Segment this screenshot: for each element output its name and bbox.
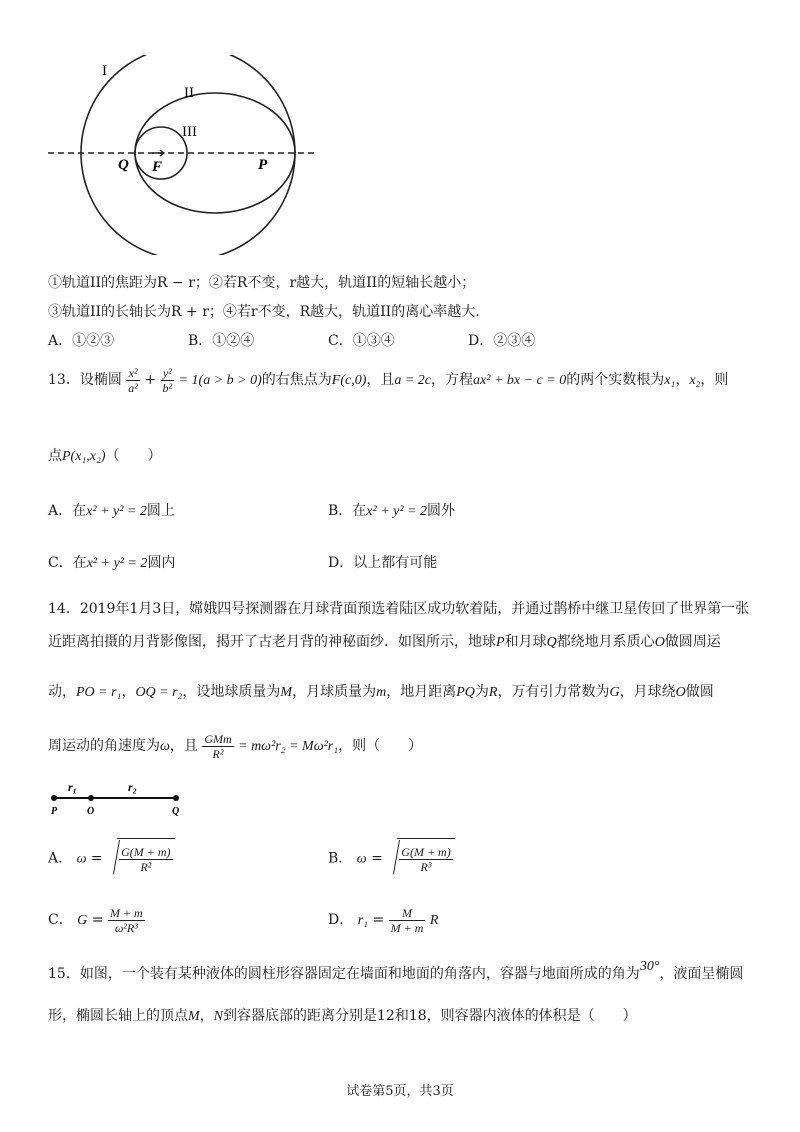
q13-cond: a = 2c [394, 373, 432, 388]
page-footer: 试卷第5页，共3页 [346, 1084, 454, 1099]
q14-line3-a: 动， [48, 684, 76, 700]
q13-option-B-suffix: 圆外 [427, 503, 456, 519]
q14-line4 [48, 726, 422, 767]
q14-line2 [48, 631, 721, 651]
q14-line2-a: 近距离拍摄的月背影像图，揭开了古老月背的神秘面纱．如图所示，地球 [48, 634, 496, 650]
q15-line1-b: ，液面呈椭圆 [659, 966, 744, 982]
q12-statement-1: ①轨道II的焦距为R − r；②若R不变，r越大，轨道II的短轴长越小； [48, 275, 476, 291]
q14-option-B-label: B． [328, 850, 353, 867]
q14-po-eq: PO = r₁ [76, 685, 122, 700]
q15-line1-a: 15．如图，一个装有某种液体的圆柱形容器固定在墙面和地面的角落内，容器与地面所成的角为 [48, 966, 640, 982]
q13-option-C-eq: x² + y² = 2 [86, 556, 148, 571]
q13-option-D[interactable]: D．以上都有可能 [328, 555, 438, 571]
q14-R: R [488, 685, 498, 700]
label-Q: Q [118, 157, 129, 173]
q13-focus-text: 的右焦点为 [261, 372, 332, 388]
q12-option-D[interactable]: D．②③④ [468, 333, 536, 349]
q14-O: O [654, 635, 665, 650]
q14-O-2: O [675, 685, 686, 700]
q14-PQ: PQ [456, 685, 475, 700]
q13-sep: ， [675, 372, 690, 388]
label-orbit-I: I [102, 63, 107, 79]
q14-option-D[interactable]: D． r₁ = $\frac{M}{M + m}$ R [328, 905, 439, 935]
q14-line3-h: 做圆 [685, 684, 714, 700]
q14-G: G [609, 685, 620, 700]
q14-line4-a: 周运动的角速度为 [48, 738, 160, 754]
q13-option-A-eq: x² + y² = 2 [86, 504, 147, 519]
q14-line3-c: ，月球质量为 [292, 684, 377, 700]
q14-Q: Q [546, 635, 557, 650]
q12-statement-2: ③轨道II的长轴长为R + r；④若r不变，R越大，轨道II的离心率越大. [48, 304, 480, 320]
q14-line3-g: ，月球绕 [619, 684, 676, 700]
q14-line2-b: 和月球 [504, 634, 547, 650]
q13-option-A-prefix: A．在 [48, 503, 87, 519]
gravity-frac: $\frac{\text{GMm}}{\text{R²}}$ [204, 731, 232, 761]
q13-option-C-suffix: 圆内 [147, 555, 176, 571]
q14-option-D-label: D． [328, 912, 354, 928]
q14-option-C[interactable]: C． G = $\frac{M + m}{\text{ω²R³}}$ [48, 905, 143, 935]
q14-force-eq: = mω²r₂ = Mω²r₁ [238, 739, 339, 754]
q14-m: m [376, 685, 387, 700]
q13-option-B-eq: x² + y² = 2 [366, 504, 428, 519]
q14-P: P [496, 635, 505, 650]
q15-N: N [213, 1009, 224, 1024]
q13-option-C[interactable] [48, 552, 175, 572]
q14-line1: 14．2019年1月3日，嫦娥四号探测器在月球背面预选着陆区成功软着陆，并通过鹊桥中继卫星传回了世界第一张 [48, 601, 750, 617]
ellipse-y-frac: $\frac{\text{y²}}{\text{b²}}$ [162, 365, 173, 395]
q14-line3-b: ，设地球质量为 [182, 684, 281, 700]
q14-option-A-label: A． [48, 850, 73, 867]
q13-x1: x₁ [664, 373, 676, 388]
q14-line3-f: ，万有引力常数为 [497, 684, 610, 700]
q14-line3-e: 为 [474, 684, 489, 700]
q14-line2-d: 做圆周运 [664, 634, 721, 650]
q15-line2-a: 形，椭圆长轴上的顶点 [48, 1008, 188, 1024]
q14-omega: ω [160, 739, 170, 754]
q13-equation: ax² + bx − c = 0 [473, 373, 567, 388]
point-P-dot [51, 795, 57, 801]
q12-option-A[interactable]: A．①②③ [48, 333, 115, 349]
q15-angle: 30° [639, 959, 660, 974]
ellipse-condition: = 1(a > b > 0) [178, 373, 262, 388]
point-Q-dot [173, 795, 179, 801]
label-r1: r₁ [68, 780, 77, 794]
q15-line1 [48, 959, 744, 983]
q12-option-B[interactable]: B．①②④ [188, 333, 255, 349]
label-F: F [152, 159, 163, 175]
q15-line2-c: 到容器底部的距离分别是12和18，则容器内液体的体积是（ ） [223, 1008, 637, 1024]
q13-option-B[interactable] [328, 500, 455, 520]
label-O: O [87, 806, 95, 817]
q13-option-C-prefix: C．在 [48, 555, 87, 571]
q13-x2: x₂ [689, 373, 701, 388]
q15-line2-b: ， [199, 1008, 214, 1024]
q13-point: P(x₁,x₂) [62, 449, 106, 464]
q13-option-A-suffix: 圆上 [146, 503, 175, 519]
focus-arrow [152, 150, 164, 156]
q13-focus-point: F(c,0) [331, 373, 367, 388]
q14-option-B[interactable]: B． ω = $\frac{G(M + m)}{\text{R³}}$ [328, 838, 455, 880]
q14-line2-c: 都绕地月系质心 [556, 634, 655, 650]
point-O-dot [88, 795, 94, 801]
q14-comma: ， [121, 684, 136, 700]
q13-intro: 设椭圆 [79, 372, 122, 388]
pq-line-diagram [46, 778, 186, 818]
q14-line3 [48, 681, 714, 701]
q14-option-C-label: C． [48, 912, 73, 928]
q13-eq-text: ，方程 [431, 372, 474, 388]
q13-number: 13． [48, 372, 80, 388]
q14-M: M [280, 685, 293, 700]
q15-M: M [188, 1009, 200, 1024]
q13-then: ，则 [700, 372, 729, 388]
q13-cond-text: ，且 [366, 372, 395, 388]
label-P: P [258, 157, 268, 173]
q13-paren: （ ） [105, 448, 162, 464]
q15-line2 [48, 1005, 637, 1025]
q14-line4-c: ，则（ ） [338, 738, 423, 754]
label-r2: r₂ [128, 780, 137, 794]
q14-oq-eq: OQ = r₂ [135, 685, 183, 700]
q13-roots-text: 的两个实数根为 [566, 372, 665, 388]
q13-option-A[interactable] [48, 500, 175, 520]
orbit-diagram [40, 55, 330, 255]
q12-option-C[interactable]: C．①③④ [328, 333, 395, 349]
label-orbit-II: II [184, 85, 194, 101]
q13-line1: 13．设椭圆 $\frac{\text{x²}}{\text{a²}}$ + $\frac{\text{y²}}{\text{b²}}$ = 1(a > b > 0)的右焦点为F(c,0)，且a = 2c，方程ax² + bx − c = 0的两个实数根为x₁，x₂，则 [48, 365, 729, 395]
q14-line3-d: ，地月距离 [386, 684, 457, 700]
ellipse-x-frac: $\frac{\text{x²}}{\text{a²}}$ [128, 365, 138, 395]
q14-option-A[interactable]: A． ω = $\frac{G(M + m)}{\text{R²}}$ [48, 838, 175, 880]
label-orbit-III: III [182, 124, 197, 140]
q13-line2 [48, 445, 162, 465]
q14-line4-b: ，且 [169, 738, 198, 754]
q13-option-B-prefix: B．在 [328, 503, 367, 519]
label-Q: Q [172, 806, 180, 817]
q13-line2-prefix: 点 [48, 448, 62, 464]
label-P: P [51, 806, 58, 817]
